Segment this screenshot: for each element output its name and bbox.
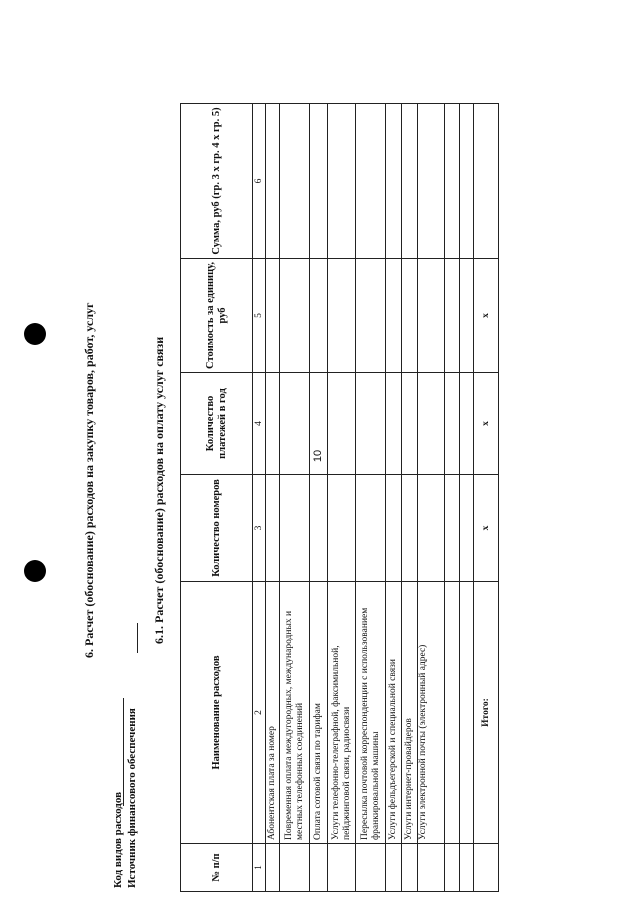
column-number-row bbox=[253, 104, 266, 892]
sum-cell bbox=[402, 104, 418, 259]
payments-cell bbox=[280, 373, 310, 475]
expense-name: Услуги интернет-провайдеров bbox=[402, 582, 418, 844]
sum-cell bbox=[386, 104, 402, 259]
numbers-count-cell bbox=[266, 475, 280, 582]
payments-cell bbox=[356, 373, 386, 475]
numbers-count-cell bbox=[280, 475, 310, 582]
table-row bbox=[280, 104, 310, 892]
total-numbers-count: х bbox=[474, 475, 499, 582]
page-number: 10 bbox=[312, 449, 324, 463]
column-number: 4 bbox=[253, 373, 266, 475]
table-row bbox=[266, 104, 280, 892]
table-row bbox=[418, 104, 445, 892]
column-number: 5 bbox=[253, 259, 266, 373]
row-index bbox=[402, 844, 418, 892]
row-index bbox=[328, 844, 356, 892]
row-index bbox=[310, 844, 328, 892]
unit-cost-cell bbox=[328, 259, 356, 373]
column-number: 3 bbox=[253, 475, 266, 582]
expense-name: Услуги электронной почты (электронный адрес) bbox=[418, 582, 445, 844]
expense-name bbox=[460, 582, 474, 844]
unit-cost-cell bbox=[386, 259, 402, 373]
unit-cost-cell bbox=[356, 259, 386, 373]
payments-cell bbox=[460, 373, 474, 475]
total-payments: х bbox=[474, 373, 499, 475]
expense-name: Абонентская плата за номер bbox=[266, 582, 280, 844]
expense-name: Услуги фельдъегерской и специальной связи bbox=[386, 582, 402, 844]
header-numbers-count: Количество номеров bbox=[181, 475, 253, 582]
row-index bbox=[418, 844, 445, 892]
payments-cell bbox=[445, 373, 460, 475]
sum-cell bbox=[460, 104, 474, 259]
header-expense-name: Наименование расходов bbox=[181, 582, 253, 844]
total-row bbox=[474, 104, 499, 892]
expense-name: Оплата сотовой связи по тарифам bbox=[310, 582, 328, 844]
header-unit-cost: Стоимость за единицу, руб bbox=[181, 259, 253, 373]
header-row bbox=[181, 104, 253, 892]
expense-name: Повременная оплата междугородных, международных и местных телефонных соединений bbox=[280, 582, 310, 844]
row-index bbox=[445, 844, 460, 892]
expense-type-code-line bbox=[123, 698, 124, 806]
numbers-count-cell bbox=[418, 475, 445, 582]
sum-cell bbox=[445, 104, 460, 259]
communication-expenses-table bbox=[180, 103, 499, 892]
unit-cost-cell bbox=[445, 259, 460, 373]
expense-name bbox=[445, 582, 460, 844]
payments-cell bbox=[418, 373, 445, 475]
unit-cost-cell bbox=[266, 259, 280, 373]
payments-cell bbox=[328, 373, 356, 475]
header-index: № п/п bbox=[181, 844, 253, 892]
table-row bbox=[356, 104, 386, 892]
table-row bbox=[328, 104, 356, 892]
total-sum bbox=[474, 104, 499, 259]
numbers-count-cell bbox=[402, 475, 418, 582]
sum-cell bbox=[328, 104, 356, 259]
expense-type-code-label: Код видов расходов bbox=[112, 791, 124, 888]
table-row bbox=[445, 104, 460, 892]
punch-hole-bottom bbox=[24, 560, 46, 582]
expenses-table-container bbox=[180, 104, 498, 892]
payments-cell bbox=[386, 373, 402, 475]
unit-cost-cell bbox=[402, 259, 418, 373]
expense-name: Услуги телефонно-телеграфной, факсимильной, пейджинговой связи, радиосвязи bbox=[328, 582, 356, 844]
payments-cell bbox=[266, 373, 280, 475]
header-payments-per-year: Количество платежей в год bbox=[181, 373, 253, 475]
row-index bbox=[266, 844, 280, 892]
table-row bbox=[460, 104, 474, 892]
funding-source-line bbox=[137, 623, 138, 653]
row-index bbox=[386, 844, 402, 892]
row-index bbox=[280, 844, 310, 892]
numbers-count-cell bbox=[460, 475, 474, 582]
table-row bbox=[386, 104, 402, 892]
numbers-count-cell bbox=[310, 475, 328, 582]
unit-cost-cell bbox=[310, 259, 328, 373]
table-title: 6.1. Расчет (обоснование) расходов на оплату услуг связи bbox=[152, 336, 166, 644]
column-number: 1 bbox=[253, 844, 266, 892]
total-index bbox=[474, 844, 499, 892]
unit-cost-cell bbox=[280, 259, 310, 373]
funding-source-label: Источник финансового обеспечения bbox=[126, 708, 138, 888]
sum-cell bbox=[266, 104, 280, 259]
expense-name: Пересылка почтовой корреспонденции с использованием франкировальной машины bbox=[356, 582, 386, 844]
punch-hole-top bbox=[24, 323, 46, 345]
row-index bbox=[356, 844, 386, 892]
numbers-count-cell bbox=[356, 475, 386, 582]
total-unit-cost: х bbox=[474, 259, 499, 373]
unit-cost-cell bbox=[460, 259, 474, 373]
payments-cell bbox=[310, 373, 328, 475]
column-number: 2 bbox=[253, 582, 266, 844]
sum-cell bbox=[418, 104, 445, 259]
unit-cost-cell bbox=[418, 259, 445, 373]
table-row bbox=[310, 104, 328, 892]
numbers-count-cell bbox=[445, 475, 460, 582]
sum-cell bbox=[356, 104, 386, 259]
numbers-count-cell bbox=[328, 475, 356, 582]
section-title: 6. Расчет (обоснование) расходов на закупку товаров, работ, услуг bbox=[82, 302, 96, 658]
numbers-count-cell bbox=[386, 475, 402, 582]
payments-cell bbox=[402, 373, 418, 475]
sum-cell bbox=[280, 104, 310, 259]
row-index bbox=[460, 844, 474, 892]
header-sum: Сумма, руб (гр. 3 х гр. 4 х гр. 5) bbox=[181, 104, 253, 259]
total-label: Итого: bbox=[474, 582, 499, 844]
column-number: 6 bbox=[253, 104, 266, 259]
sum-cell bbox=[310, 104, 328, 259]
table-row bbox=[402, 104, 418, 892]
